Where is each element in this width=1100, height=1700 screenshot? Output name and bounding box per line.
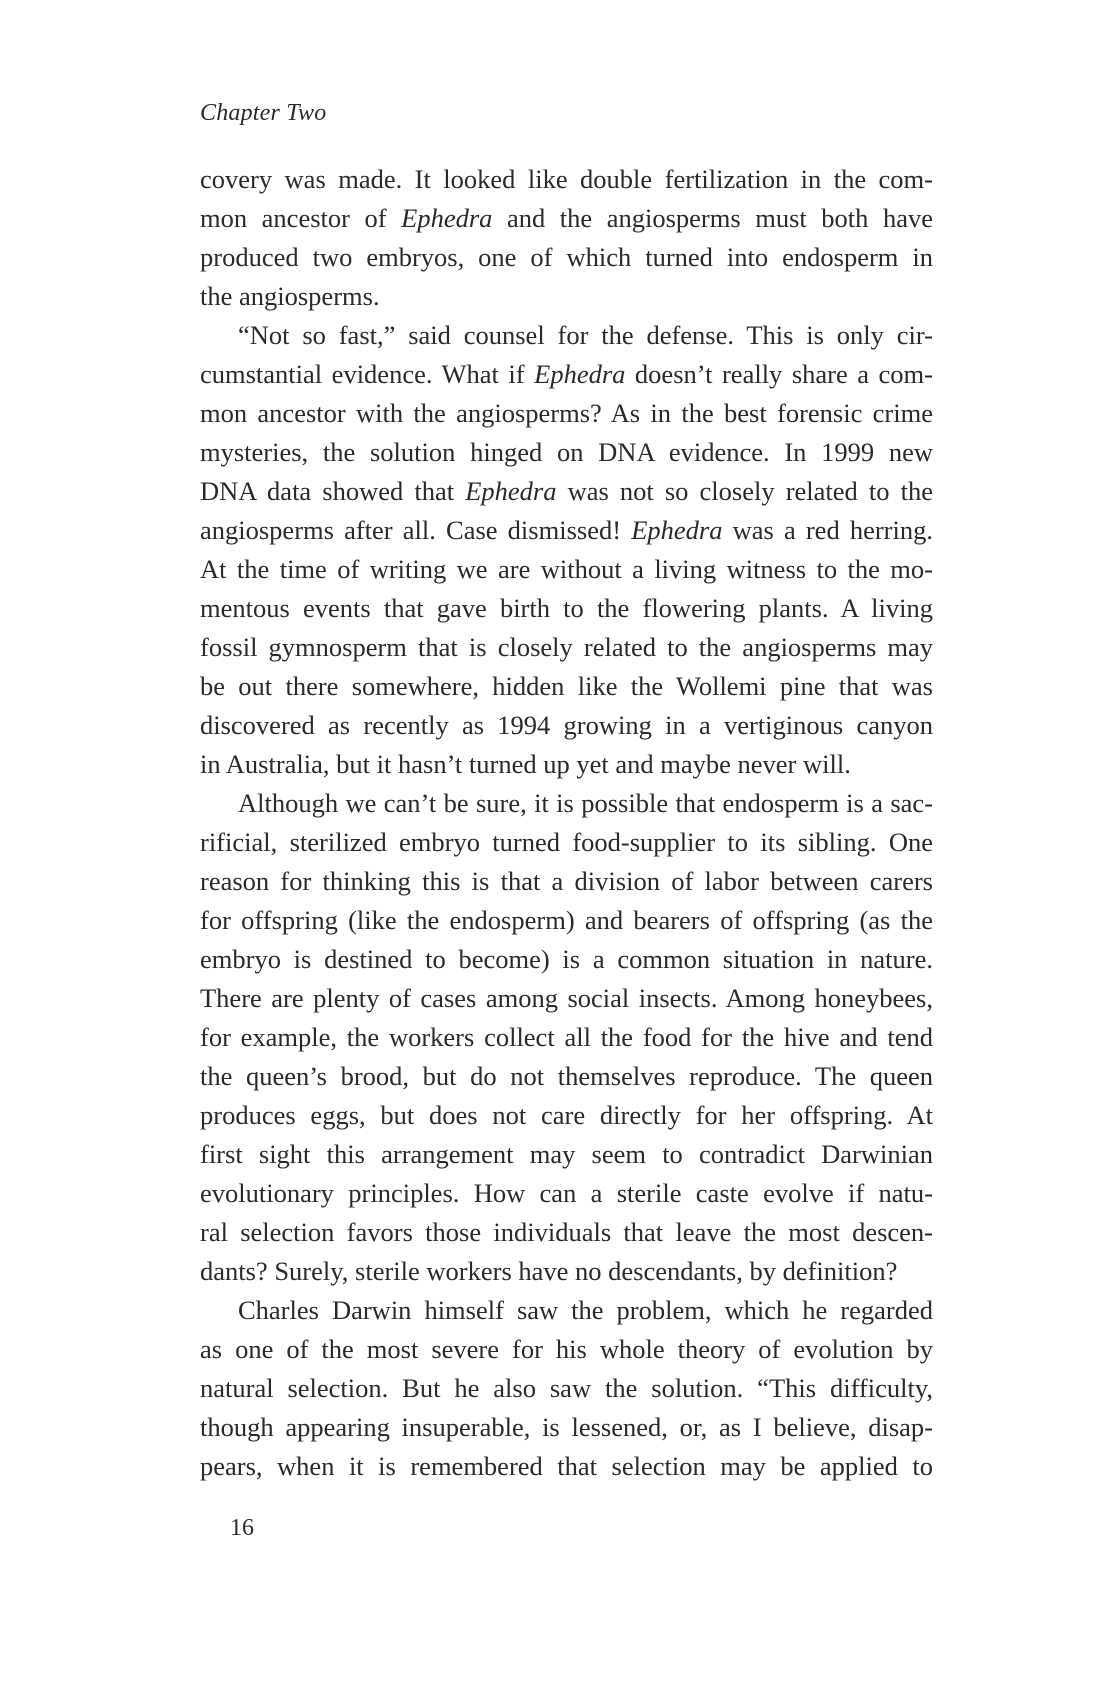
text-line: dants? Surely, sterile workers have no descendants, by definition? bbox=[200, 1256, 898, 1286]
text-line: though appearing insuperable, is lessened, or, as I believe, disap- bbox=[200, 1412, 933, 1442]
text-line: Although we can’t be sure, it is possible that endosperm is a sac- bbox=[238, 788, 933, 818]
text-line: pears, when it is remembered that selection may be applied to bbox=[200, 1451, 933, 1481]
text-line: first sight this arrangement may seem to contradict Darwinian bbox=[200, 1139, 933, 1169]
italic-term: Ephedra bbox=[631, 515, 723, 545]
text-line: mysteries, the solution hinged on DNA evidence. In 1999 new bbox=[200, 437, 933, 467]
text-line: angiosperms after all. Case dismissed! Ephedra was a red herring. bbox=[200, 515, 933, 545]
text-line: in Australia, but it hasn’t turned up yet and maybe never will. bbox=[200, 749, 851, 779]
text-line: discovered as recently as 1994 growing in a vertiginous canyon bbox=[200, 710, 933, 740]
text-line: Charles Darwin himself saw the problem, which he regarded bbox=[238, 1295, 933, 1325]
text-line: for offspring (like the endosperm) and bearers of offspring (as the bbox=[200, 905, 933, 935]
italic-term: Ephedra bbox=[465, 476, 557, 506]
text-line: embryo is destined to become) is a common situation in nature. bbox=[200, 944, 933, 974]
text-line: evolutionary principles. How can a sterile caste evolve if natu- bbox=[200, 1178, 933, 1208]
paragraph bbox=[200, 160, 933, 316]
text-line: ral selection favors those individuals that leave the most descen- bbox=[200, 1217, 933, 1247]
text-line: mentous events that gave birth to the flowering plants. A living bbox=[200, 593, 933, 623]
text-line: produces eggs, but does not care directly for her offspring. At bbox=[200, 1100, 933, 1130]
text-line: for example, the workers collect all the food for the hive and tend bbox=[200, 1022, 933, 1052]
page-number: 16 bbox=[230, 1515, 254, 1541]
book-page bbox=[200, 0, 933, 1700]
text-line: rificial, sterilized embryo turned food-supplier to its sibling. One bbox=[200, 827, 933, 857]
text-line: mon ancestor of Ephedra and the angiosperms must both have bbox=[200, 203, 933, 233]
text-line: cumstantial evidence. What if Ephedra doesn’t really share a com- bbox=[200, 359, 933, 389]
text-line: be out there somewhere, hidden like the Wollemi pine that was bbox=[200, 671, 933, 701]
paragraph bbox=[200, 1291, 933, 1486]
text-line: There are plenty of cases among social insects. Among honeybees, bbox=[200, 983, 933, 1013]
paragraph bbox=[200, 784, 933, 1291]
text-line: mon ancestor with the angiosperms? As in the best forensic crime bbox=[200, 398, 933, 428]
text-line: natural selection. But he also saw the solution. “This difficulty, bbox=[200, 1373, 933, 1403]
text-line: the angiosperms. bbox=[200, 281, 380, 311]
text-line: At the time of writing we are without a living witness to the mo- bbox=[200, 554, 933, 584]
text-line: the queen’s brood, but do not themselves reproduce. The queen bbox=[200, 1061, 933, 1091]
text-line: “Not so fast,” said counsel for the defense. This is only cir- bbox=[238, 320, 933, 350]
text-line: produced two embryos, one of which turned into endosperm in bbox=[200, 242, 933, 272]
text-line: covery was made. It looked like double fertilization in the com- bbox=[200, 164, 933, 194]
text-line: as one of the most severe for his whole theory of evolution by bbox=[200, 1334, 933, 1364]
running-head: Chapter Two bbox=[200, 100, 327, 126]
text-line: reason for thinking this is that a division of labor between carers bbox=[200, 866, 933, 896]
body-text bbox=[200, 160, 933, 1486]
text-line: fossil gymnosperm that is closely related to the angiosperms may bbox=[200, 632, 933, 662]
italic-term: Ephedra bbox=[534, 359, 626, 389]
text-line: DNA data showed that Ephedra was not so closely related to the bbox=[200, 476, 933, 506]
italic-term: Ephedra bbox=[401, 203, 493, 233]
paragraph bbox=[200, 316, 933, 784]
